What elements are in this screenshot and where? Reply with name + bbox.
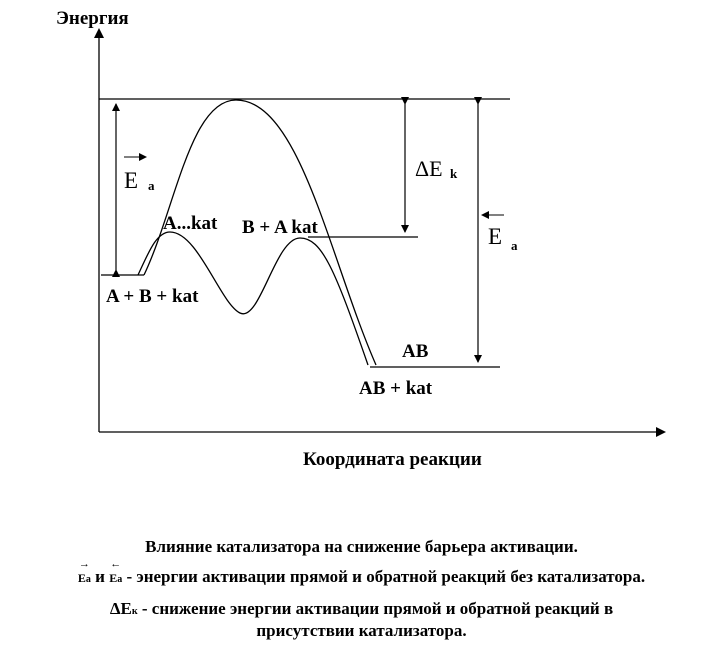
svg-text:a: a: [511, 238, 518, 253]
svg-text:k: k: [450, 166, 458, 181]
ea-forward-symbol: → Ea: [77, 558, 91, 585]
intermediate-2-label: B + A kat: [242, 217, 318, 238]
svg-text:a: a: [148, 178, 155, 193]
caption-line-3: ΔEк - снижение энергии активации прямой и обратной реакций в: [109, 599, 614, 618]
ea-reverse-symbol: ← Ea: [109, 558, 123, 585]
svg-text:E: E: [488, 224, 503, 249]
svg-text:E: E: [124, 168, 139, 193]
y-axis-label: Энергия: [56, 8, 129, 29]
caption-title: Влияние катализатора на снижение барьера активации.: [145, 537, 578, 556]
delta-ek-label: [415, 156, 458, 181]
reactants-label: A + B + kat: [106, 286, 199, 307]
caption-line-2: → Ea и ← Ea - энергии активации прямой и обратной реакций без катализатора.: [0, 567, 723, 590]
x-axis-label: Координата реакции: [303, 449, 482, 470]
ea-reverse-label: [482, 215, 518, 253]
caption-line-4: присутствии катализатора.: [256, 621, 467, 640]
product-catalyst-label: AB + kat: [359, 378, 433, 399]
delta-ek-symbol: ΔEк: [109, 599, 138, 618]
ea-forward-label: [124, 157, 155, 193]
product-label: AB: [402, 341, 429, 362]
intermediate-1-label: A...kat: [163, 213, 218, 234]
svg-text:ΔE: ΔE: [415, 156, 443, 181]
